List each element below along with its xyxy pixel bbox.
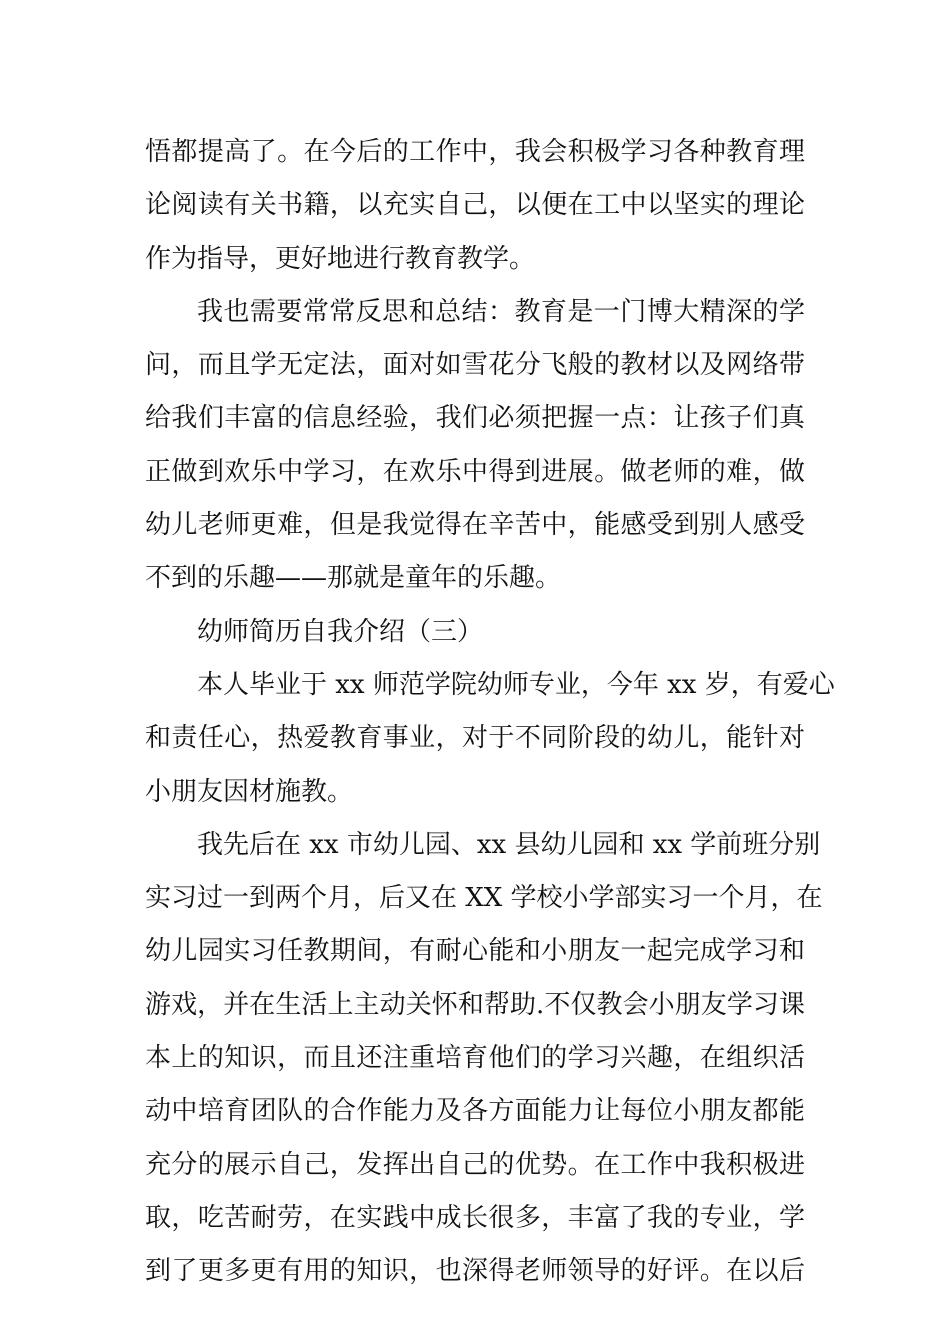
document-body bbox=[145, 126, 835, 1299]
paragraph-2 bbox=[145, 286, 805, 606]
text-line: 正做到欢乐中学习，在欢乐中得到进展。做老师的难，做 bbox=[145, 456, 805, 487]
text-line: 充分的展示自己，发挥出自己的优势。在工作中我积极进 bbox=[145, 1149, 805, 1180]
paragraph-4 bbox=[145, 819, 823, 1299]
text-line: 取，吃苦耐劳，在实践中成长很多，丰富了我的专业，学 bbox=[145, 1202, 805, 1233]
text-line: 实习过一到两个月，后又在 XX 学校小学部实习一个月，在 bbox=[145, 883, 823, 914]
text-line: 小朋友因材施教。 bbox=[145, 776, 354, 807]
text-line: 本人毕业于 xx 师范学院幼师专业，今年 xx 岁，有爱心 bbox=[197, 669, 835, 700]
text-line: 给我们丰富的信息经验，我们必须把握一点：让孩子们真 bbox=[145, 403, 805, 434]
text-line: 幼儿园实习任教期间，有耐心能和小朋友一起完成学习和 bbox=[145, 936, 805, 967]
text-line: 悟都提高了。在今后的工作中，我会积极学习各种教育理 bbox=[145, 137, 805, 167]
paragraph-3 bbox=[145, 659, 835, 819]
text-line: 本上的知识，而且还注重培育他们的学习兴趣，在组织活 bbox=[145, 1043, 805, 1074]
paragraph-1 bbox=[145, 126, 805, 286]
text-line: 作为指导，更好地进行教育教学。 bbox=[145, 243, 536, 274]
text-line: 到了更多更有用的知识，也深得老师领导的好评。在以后 bbox=[145, 1256, 805, 1287]
heading-text: 幼师简历自我介绍（三） bbox=[197, 616, 484, 647]
text-line: 论阅读有关书籍，以充实自己，以便在工中以坚实的理论 bbox=[145, 190, 805, 221]
text-line: 动中培育团队的合作能力及各方面能力让每位小朋友都能 bbox=[145, 1096, 805, 1127]
text-line: 问，而且学无定法，面对如雪花分飞般的教材以及网络带 bbox=[145, 350, 805, 381]
section-heading bbox=[145, 606, 805, 659]
text-line: 和责任心，热爱教育事业，对于不同阶段的幼儿，能针对 bbox=[145, 723, 805, 754]
text-line: 我也需要常常反思和总结：教育是一门博大精深的学 bbox=[197, 296, 805, 327]
text-line: 幼儿老师更难，但是我觉得在辛苦中，能感受到别人感受 bbox=[145, 510, 805, 541]
text-line: 我先后在 xx 市幼儿园、xx 县幼儿园和 xx 学前班分别 bbox=[197, 829, 821, 860]
text-line: 不到的乐趣——那就是童年的乐趣。 bbox=[145, 563, 562, 594]
text-line: 游戏，并在生活上主动关怀和帮助.不仅教会小朋友学习课 bbox=[145, 989, 805, 1020]
